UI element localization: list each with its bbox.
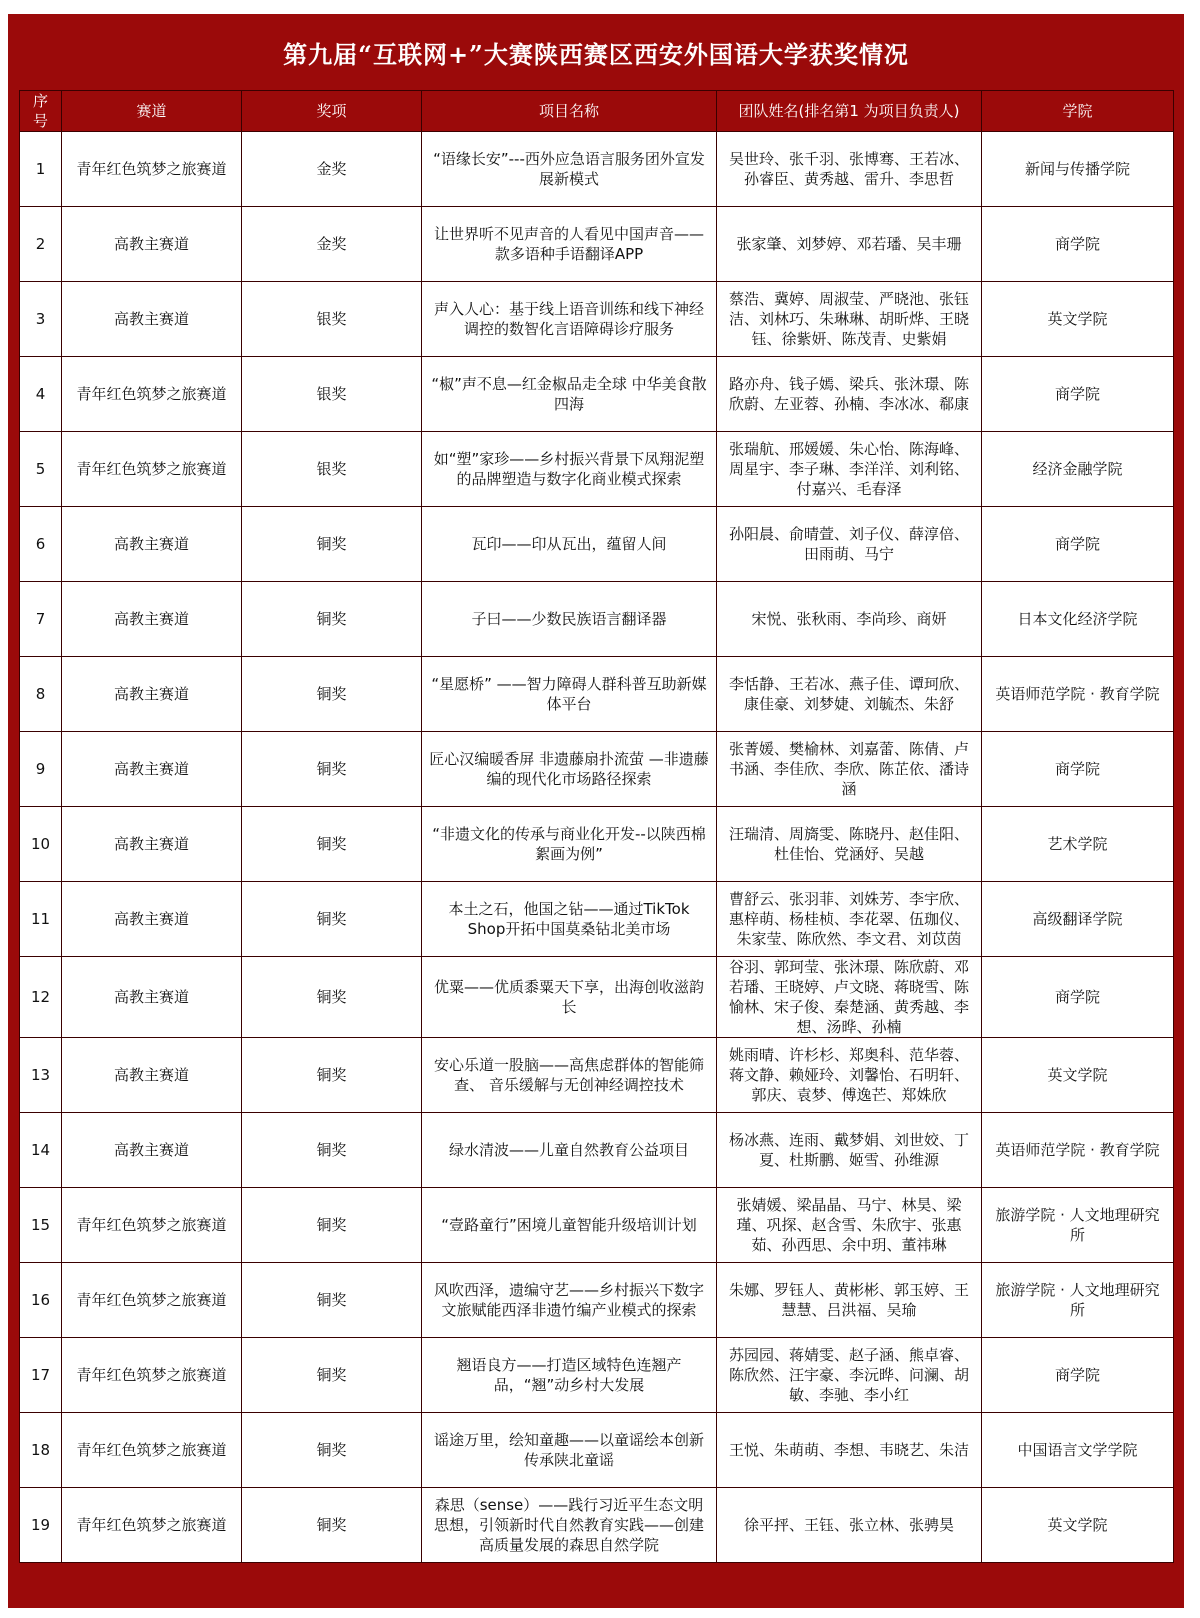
cell-team: 谷羽、郭珂莹、张沐璟、陈欣蔚、邓若璠、王晓婷、卢文晓、蒋晓雪、陈愉林、宋子俊、秦楚涵、黄秀越、李想、汤晔、孙楠 bbox=[717, 957, 982, 1038]
cell-college: 新闻与传播学院 bbox=[982, 132, 1174, 207]
cell-award: 铜奖 bbox=[242, 507, 422, 582]
document-frame bbox=[8, 14, 1184, 1608]
header-project: 项目名称 bbox=[422, 91, 717, 132]
cell-no: 2 bbox=[20, 207, 62, 282]
header-track: 赛道 bbox=[62, 91, 242, 132]
cell-no: 3 bbox=[20, 282, 62, 357]
cell-no: 4 bbox=[20, 357, 62, 432]
cell-award: 银奖 bbox=[242, 357, 422, 432]
cell-project: “非遗文化的传承与商业化开发--以陕西棉絮画为例” bbox=[422, 807, 717, 882]
cell-team: 蔡浩、冀婷、周淑莹、严晓池、张钰洁、刘林巧、朱琳琳、胡昕烨、王晓钰、徐紫妍、陈茂青、史紫娟 bbox=[717, 282, 982, 357]
header-no: 序号 bbox=[20, 91, 62, 132]
cell-team: 张菁媛、樊榆林、刘嘉蕾、陈倩、卢书涵、李佳欣、李欣、陈芷依、潘诗涵 bbox=[717, 732, 982, 807]
cell-college: 商学院 bbox=[982, 1338, 1174, 1413]
table-row bbox=[20, 582, 1174, 657]
cell-team: 姚雨晴、许杉杉、郑奥科、范华蓉、蒋文静、赖娅玲、刘馨怡、石明轩、郭庆、袁梦、傅逸芒、郑姝欣 bbox=[717, 1038, 982, 1113]
cell-award: 铜奖 bbox=[242, 1338, 422, 1413]
cell-track: 高教主赛道 bbox=[62, 282, 242, 357]
cell-team: 张家肇、刘梦婷、邓若璠、吴丰珊 bbox=[717, 207, 982, 282]
cell-award: 铜奖 bbox=[242, 1038, 422, 1113]
cell-team: 路亦舟、钱子嫣、梁兵、张沐璟、陈欣蔚、左亚蓉、孙楠、李冰冰、郗康 bbox=[717, 357, 982, 432]
cell-award: 铜奖 bbox=[242, 1263, 422, 1338]
cell-no: 9 bbox=[20, 732, 62, 807]
table-row bbox=[20, 807, 1174, 882]
cell-track: 高教主赛道 bbox=[62, 1113, 242, 1188]
cell-college: 旅游学院 · 人文地理研究所 bbox=[982, 1188, 1174, 1263]
cell-team: 杨冰燕、连雨、戴梦娟、刘世姣、丁夏、杜斯鹏、姬雪、孙维源 bbox=[717, 1113, 982, 1188]
cell-no: 6 bbox=[20, 507, 62, 582]
table-row bbox=[20, 1113, 1174, 1188]
cell-award: 铜奖 bbox=[242, 1188, 422, 1263]
cell-award: 铜奖 bbox=[242, 807, 422, 882]
table-row bbox=[20, 1338, 1174, 1413]
cell-project: 风吹西泽，遗编守艺——乡村振兴下数字文旅赋能西泽非遗竹编产业模式的探索 bbox=[422, 1263, 717, 1338]
cell-track: 青年红色筑梦之旅赛道 bbox=[62, 432, 242, 507]
table-row bbox=[20, 1488, 1174, 1563]
table-row bbox=[20, 1263, 1174, 1338]
cell-college: 英文学院 bbox=[982, 1038, 1174, 1113]
cell-track: 青年红色筑梦之旅赛道 bbox=[62, 1188, 242, 1263]
cell-no: 15 bbox=[20, 1188, 62, 1263]
cell-track: 青年红色筑梦之旅赛道 bbox=[62, 1413, 242, 1488]
table-row bbox=[20, 1188, 1174, 1263]
cell-track: 青年红色筑梦之旅赛道 bbox=[62, 132, 242, 207]
cell-team: 张瑞航、邢媛媛、朱心怡、陈海峰、周星宇、李子琳、李洋洋、刘利铭、付嘉兴、毛春泽 bbox=[717, 432, 982, 507]
cell-project: 声入人心：基于线上语音训练和线下神经调控的数智化言语障碍诊疗服务 bbox=[422, 282, 717, 357]
cell-project: 匠心汉编暖香屏 非遗藤扇扑流萤 —非遗藤编的现代化市场路径探索 bbox=[422, 732, 717, 807]
table-row bbox=[20, 282, 1174, 357]
cell-college: 高级翻译学院 bbox=[982, 882, 1174, 957]
cell-track: 高教主赛道 bbox=[62, 957, 242, 1038]
cell-track: 高教主赛道 bbox=[62, 1038, 242, 1113]
cell-no: 18 bbox=[20, 1413, 62, 1488]
cell-college: 英文学院 bbox=[982, 282, 1174, 357]
cell-team: 李恬静、王若冰、燕子佳、谭珂欣、康佳豪、刘梦婕、刘毓杰、朱舒 bbox=[717, 657, 982, 732]
cell-track: 青年红色筑梦之旅赛道 bbox=[62, 1488, 242, 1563]
cell-college: 中国语言文学学院 bbox=[982, 1413, 1174, 1488]
cell-no: 12 bbox=[20, 957, 62, 1038]
cell-project: 绿水清波——儿童自然教育公益项目 bbox=[422, 1113, 717, 1188]
cell-college: 英语师范学院 · 教育学院 bbox=[982, 657, 1174, 732]
header-award: 奖项 bbox=[242, 91, 422, 132]
cell-project: 如“塑”家珍——乡村振兴背景下凤翔泥塑的品牌塑造与数字化商业模式探索 bbox=[422, 432, 717, 507]
cell-project: 瓦印——印从瓦出，蕴留人间 bbox=[422, 507, 717, 582]
cell-award: 铜奖 bbox=[242, 1113, 422, 1188]
table-row bbox=[20, 1038, 1174, 1113]
cell-team: 朱娜、罗钰人、黄彬彬、郭玉婷、王慧慧、吕洪福、吴瑜 bbox=[717, 1263, 982, 1338]
cell-college: 商学院 bbox=[982, 957, 1174, 1038]
cell-team: 宋悦、张秋雨、李尚珍、商妍 bbox=[717, 582, 982, 657]
header-team: 团队姓名(排名第1 为项目负责人) bbox=[717, 91, 982, 132]
cell-award: 铜奖 bbox=[242, 1413, 422, 1488]
cell-team: 张婧媛、梁晶晶、马宁、林昊、梁瑾、巩探、赵含雪、朱欣宇、张惠茹、孙西思、余中玥、董祎琳 bbox=[717, 1188, 982, 1263]
cell-no: 17 bbox=[20, 1338, 62, 1413]
cell-team: 王悦、朱萌萌、李想、韦晓艺、朱洁 bbox=[717, 1413, 982, 1488]
cell-college: 艺术学院 bbox=[982, 807, 1174, 882]
cell-college: 商学院 bbox=[982, 507, 1174, 582]
cell-college: 商学院 bbox=[982, 207, 1174, 282]
table-row bbox=[20, 957, 1174, 1038]
cell-award: 铜奖 bbox=[242, 582, 422, 657]
cell-award: 银奖 bbox=[242, 282, 422, 357]
cell-college: 英文学院 bbox=[982, 1488, 1174, 1563]
cell-track: 高教主赛道 bbox=[62, 732, 242, 807]
cell-team: 吴世玲、张千羽、张博骞、王若冰、孙睿臣、黄秀越、雷升、李思哲 bbox=[717, 132, 982, 207]
cell-project: 森思（sense）——践行习近平生态文明思想，引领新时代自然教育实践——创建高质量发展的森思自然学院 bbox=[422, 1488, 717, 1563]
cell-no: 7 bbox=[20, 582, 62, 657]
cell-track: 高教主赛道 bbox=[62, 582, 242, 657]
cell-project: 优粟——优质黍粟天下享，出海创收滋韵长 bbox=[422, 957, 717, 1038]
table-body bbox=[20, 132, 1174, 1563]
cell-project: 翘语良方——打造区域特色连翘产品，“翘”动乡村大发展 bbox=[422, 1338, 717, 1413]
table-row bbox=[20, 882, 1174, 957]
table-row bbox=[20, 207, 1174, 282]
cell-no: 10 bbox=[20, 807, 62, 882]
cell-project: 安心乐道一股脑——高焦虑群体的智能筛查、 音乐缓解与无创神经调控技术 bbox=[422, 1038, 717, 1113]
cell-award: 铜奖 bbox=[242, 657, 422, 732]
cell-no: 16 bbox=[20, 1263, 62, 1338]
cell-college: 旅游学院 · 人文地理研究所 bbox=[982, 1263, 1174, 1338]
cell-track: 青年红色筑梦之旅赛道 bbox=[62, 1263, 242, 1338]
cell-college: 经济金融学院 bbox=[982, 432, 1174, 507]
cell-project: 本土之石，他国之钻——通过TikTok Shop开拓中国莫桑钻北美市场 bbox=[422, 882, 717, 957]
cell-no: 8 bbox=[20, 657, 62, 732]
table-row bbox=[20, 432, 1174, 507]
cell-project: “壹路童行”困境儿童智能升级培训计划 bbox=[422, 1188, 717, 1263]
cell-no: 14 bbox=[20, 1113, 62, 1188]
table-row bbox=[20, 657, 1174, 732]
cell-award: 金奖 bbox=[242, 132, 422, 207]
cell-track: 高教主赛道 bbox=[62, 507, 242, 582]
cell-project: “星愿桥” ——智力障碍人群科普互助新媒体平台 bbox=[422, 657, 717, 732]
cell-track: 青年红色筑梦之旅赛道 bbox=[62, 357, 242, 432]
cell-project: 子曰——少数民族语言翻译器 bbox=[422, 582, 717, 657]
cell-project: 谣途万里，绘知童趣——以童谣绘本创新传承陕北童谣 bbox=[422, 1413, 717, 1488]
cell-no: 11 bbox=[20, 882, 62, 957]
cell-award: 铜奖 bbox=[242, 1488, 422, 1563]
cell-track: 青年红色筑梦之旅赛道 bbox=[62, 1338, 242, 1413]
cell-team: 孙阳晨、俞晴萱、刘子仪、薛淳倍、田雨萌、马宁 bbox=[717, 507, 982, 582]
table-row bbox=[20, 732, 1174, 807]
cell-award: 铜奖 bbox=[242, 732, 422, 807]
cell-college: 英语师范学院 · 教育学院 bbox=[982, 1113, 1174, 1188]
cell-college: 商学院 bbox=[982, 357, 1174, 432]
cell-track: 高教主赛道 bbox=[62, 207, 242, 282]
cell-award: 铜奖 bbox=[242, 957, 422, 1038]
table-row bbox=[20, 357, 1174, 432]
cell-project: “语缘长安”---西外应急语言服务团外宣发展新模式 bbox=[422, 132, 717, 207]
header-college: 学院 bbox=[982, 91, 1174, 132]
cell-team: 徐平抨、王钰、张立林、张骋昊 bbox=[717, 1488, 982, 1563]
cell-team: 汪瑞清、周旖雯、陈晓丹、赵佳阳、杜佳怡、党涵妤、吴越 bbox=[717, 807, 982, 882]
cell-award: 铜奖 bbox=[242, 882, 422, 957]
cell-project: 让世界听不见声音的人看见中国声音——款多语种手语翻译APP bbox=[422, 207, 717, 282]
cell-track: 高教主赛道 bbox=[62, 807, 242, 882]
cell-no: 13 bbox=[20, 1038, 62, 1113]
cell-award: 金奖 bbox=[242, 207, 422, 282]
cell-track: 高教主赛道 bbox=[62, 882, 242, 957]
cell-team: 曹舒云、张羽菲、刘姝芳、李宇欣、惠梓萌、杨桂桢、李花翠、伍珈仪、朱家莹、陈欣然、李文君、刘苡茵 bbox=[717, 882, 982, 957]
cell-no: 19 bbox=[20, 1488, 62, 1563]
cell-no: 1 bbox=[20, 132, 62, 207]
cell-award: 银奖 bbox=[242, 432, 422, 507]
cell-college: 日本文化经济学院 bbox=[982, 582, 1174, 657]
cell-team: 苏园园、蒋婧雯、赵子涵、熊卓睿、陈欣然、汪宇豪、李沅晔、问澜、胡敏、李驰、李小红 bbox=[717, 1338, 982, 1413]
table-row bbox=[20, 1413, 1174, 1488]
cell-no: 5 bbox=[20, 432, 62, 507]
cell-track: 高教主赛道 bbox=[62, 657, 242, 732]
page-title: 第九届“互联网+”大赛陕西赛区西安外国语大学获奖情况 bbox=[283, 39, 909, 69]
cell-college: 商学院 bbox=[982, 732, 1174, 807]
table-row bbox=[20, 132, 1174, 207]
awards-table bbox=[19, 90, 1174, 1563]
table-row bbox=[20, 507, 1174, 582]
cell-project: “椒”声不息—红金椒品走全球 中华美食散四海 bbox=[422, 357, 717, 432]
header-row bbox=[20, 91, 1174, 132]
